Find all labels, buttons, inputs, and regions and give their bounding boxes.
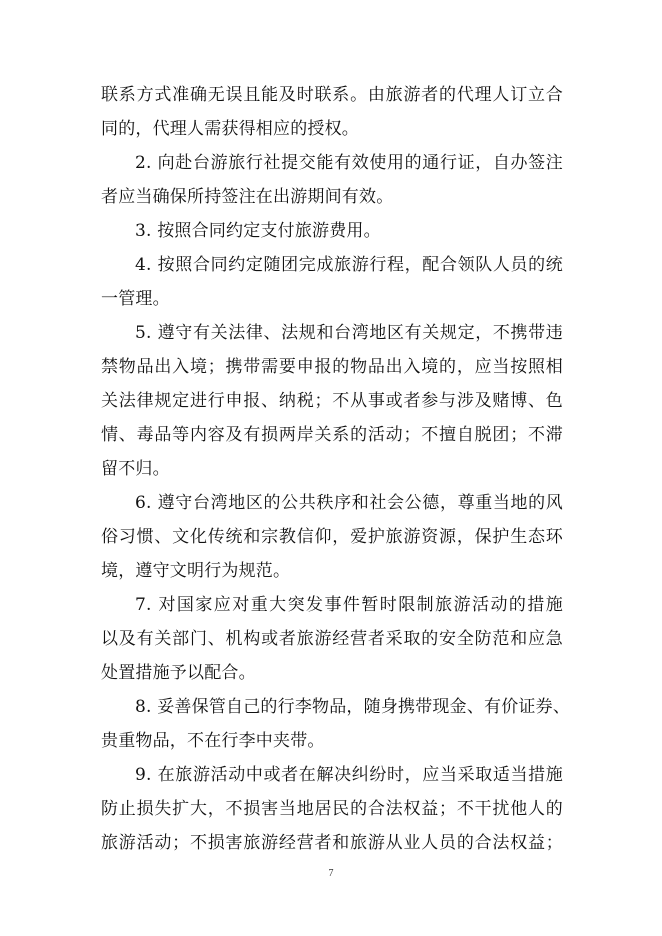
text-line: 贵重物品，不在行李中夹带。	[101, 731, 325, 751]
text-line: 留不归。	[101, 459, 170, 479]
text-line: 4. 按照合同约定随团完成旅游行程，配合领队人员的统	[135, 255, 563, 275]
text-line: 者应当确保所持签注在出游期间有效。	[101, 187, 394, 207]
text-line: 9. 在旅游活动中或者在解决纠纷时，应当采取适当措施	[135, 765, 563, 785]
text-line: 处置措施予以配合。	[101, 663, 256, 683]
text-line: 一管理。	[101, 289, 170, 309]
text-line: 以及有关部门、机构或者旅游经营者采取的安全防范和应急	[101, 629, 563, 649]
page-number: 7	[328, 868, 334, 879]
text-line: 6. 遵守台湾地区的公共秩序和社会公德，尊重当地的风	[135, 493, 563, 513]
text-line: 同的，代理人需获得相应的授权。	[101, 119, 359, 139]
text-line: 俗习惯、文化传统和宗教信仰，爱护旅游资源，保护生态环	[101, 527, 563, 547]
text-line: 关法律规定进行申报、纳税；不从事或者参与涉及赌博、色	[101, 391, 563, 411]
text-line: 情、毒品等内容及有损两岸关系的活动；不擅自脱团；不滞	[101, 425, 563, 445]
text-line: 旅游活动；不损害旅游经营者和旅游从业人员的合法权益；	[101, 833, 563, 853]
text-line: 3. 按照合同约定支付旅游费用。	[135, 221, 381, 241]
text-line: 2. 向赴台游旅行社提交能有效使用的通行证，自办签注	[135, 153, 563, 173]
text-line: 境，遵守文明行为规范。	[101, 561, 291, 581]
text-line: 禁物品出入境；携带需要申报的物品出入境的，应当按照相	[101, 357, 563, 377]
text-line: 5. 遵守有关法律、法规和台湾地区有关规定，不携带违	[135, 323, 563, 343]
text-line: 防止损失扩大，不损害当地居民的合法权益；不干扰他人的	[101, 799, 563, 819]
text-line: 7. 对国家应对重大突发事件暂时限制旅游活动的措施	[135, 595, 563, 615]
text-line: 8. 妥善保管自己的行李物品，随身携带现金、有价证券、	[135, 697, 571, 717]
text-line: 联系方式准确无误且能及时联系。由旅游者的代理人订立合	[101, 85, 563, 105]
body-text	[101, 78, 571, 860]
